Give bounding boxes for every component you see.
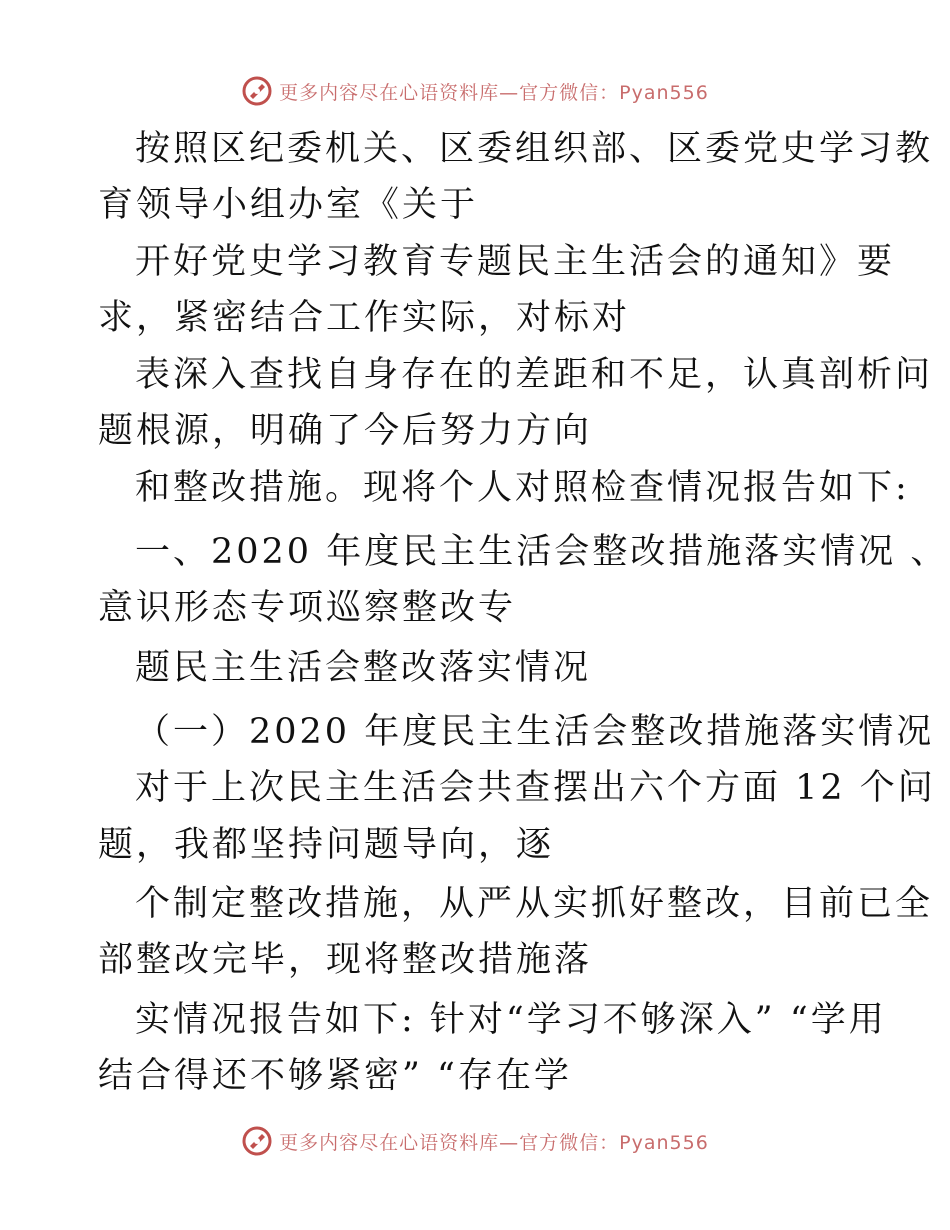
- body-line: 题根源，明确了今后努力方向: [98, 411, 593, 451]
- red-seal-logo-icon: [241, 1125, 273, 1157]
- body-line: 开好党史学习教育专题民主生活会的通知》要: [135, 242, 896, 282]
- body-line: 一、2020 年度民主生活会整改措施落实情况 、: [135, 532, 949, 572]
- body-line: 育领导小组办室《关于: [98, 185, 479, 225]
- body-line: 实情况报告如下: 针对“学习不够深入” “学用: [135, 1000, 887, 1040]
- body-line: 题民主生活会整改落实情况: [135, 648, 592, 688]
- body-line: 对于上次民主生活会共查摆出六个方面 12 个问: [135, 768, 936, 808]
- body-line: 题，我都坚持问题导向，逐: [98, 825, 555, 865]
- body-line: 结合得还不够紧密” “存在学: [98, 1056, 572, 1096]
- body-line: 意识形态专项巡察整改专: [98, 588, 517, 628]
- body-line: 个制定整改措施，从严从实抓好整改，目前已全: [135, 884, 934, 924]
- body-line: 部整改完毕，现将整改措施落: [98, 940, 593, 980]
- watermark-text: 更多内容尽在心语资料库—官方微信：Pyan556: [279, 1131, 709, 1154]
- body-line: （一）2020 年度民主生活会整改措施落实情况: [135, 712, 935, 752]
- body-line: 表深入查找自身存在的差距和不足，认真剖析问: [135, 355, 934, 395]
- footer-watermark: [0, 1124, 950, 1158]
- body-line: 和整改措施。现将个人对照检查情况报告如下:: [135, 468, 910, 508]
- body-line: 按照区纪委机关、区委组织部、区委党史学习教: [135, 129, 934, 169]
- watermark-text: 更多内容尽在心语资料库—官方微信：Pyan556: [279, 81, 709, 104]
- body-line: 求，紧密结合工作实际，对标对: [98, 298, 631, 338]
